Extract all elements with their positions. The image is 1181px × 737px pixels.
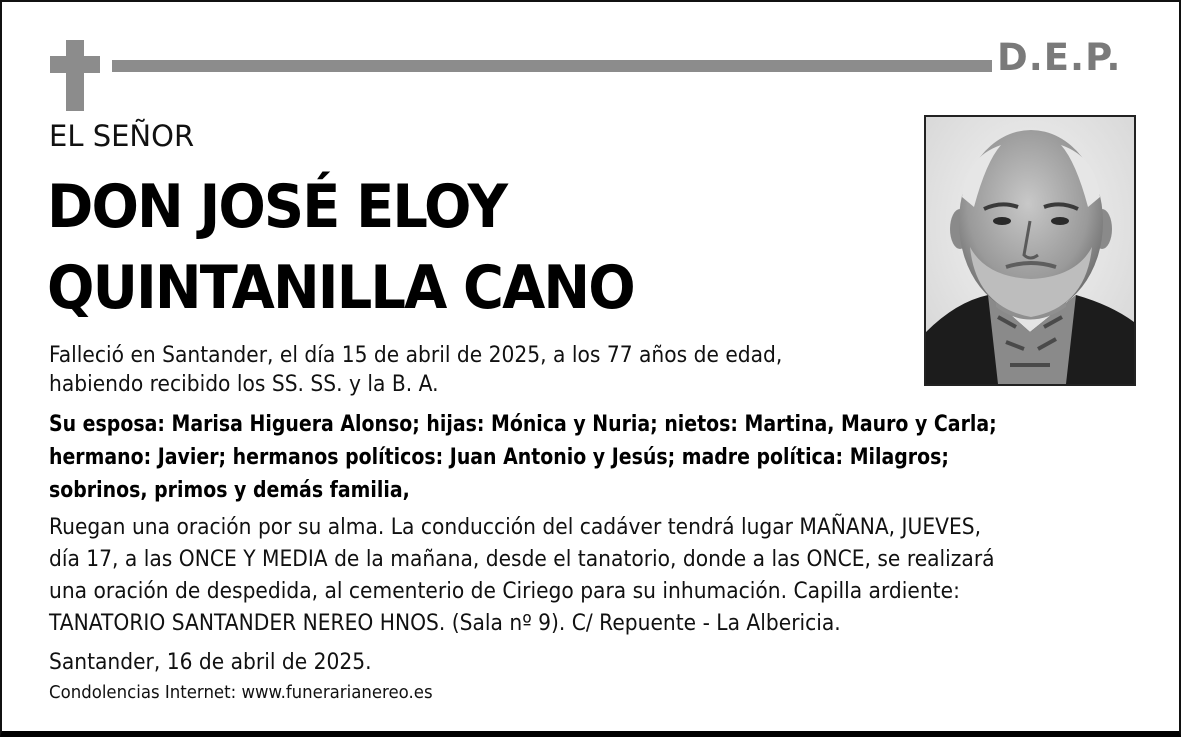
ceremony-line: Ruegan una oración por su alma. La conducción del cadáver tendrá lugar MAÑANA, JUEVES, <box>49 515 982 540</box>
cross-vertical-bar <box>66 40 84 111</box>
place-date: Santander, 16 de abril de 2025. <box>49 650 372 675</box>
portrait-illustration <box>926 117 1134 384</box>
death-notice-line: Falleció en Santander, el día 15 de abril de 2025, a los 77 años de edad, <box>49 343 783 368</box>
condolences-line: Condolencias Internet: www.funerarianereo.es <box>49 682 433 703</box>
family-line: hermano: Javier; hermanos políticos: Juan Antonio y Jesús; madre política: Milagros; <box>49 445 949 470</box>
name-line: QUINTANILLA CANO <box>47 253 634 323</box>
header-rule <box>112 60 992 72</box>
ceremony-line: TANATORIO SANTANDER NEREO HNOS. (Sala nº 9). C/ Repuente - La Albericia. <box>49 611 841 636</box>
cross-horizontal-bar <box>50 56 100 73</box>
name-line: DON JOSÉ ELOY <box>47 172 507 242</box>
deceased-name <box>47 167 634 329</box>
family-line: Su esposa: Marisa Higuera Alonso; hijas: Mónica y Nuria; nietos: Martina, Mauro y Carla; <box>49 412 997 437</box>
death-notice-line: habiendo recibido los SS. SS. y la B. A. <box>49 372 439 397</box>
ceremony-line: una oración de despedida, al cementerio de Ciriego para su inhumación. Capilla ardiente: <box>49 579 960 604</box>
family-line: sobrinos, primos y demás familia, <box>49 478 410 503</box>
ceremony-line: día 17, a las ONCE Y MEDIA de la mañana, desde el tanatorio, donde a las ONCE, se realizará <box>49 547 995 572</box>
intro-label: EL SEÑOR <box>49 119 195 153</box>
dep-heading: D.E.P. <box>997 36 1122 79</box>
portrait-photo <box>924 115 1136 386</box>
